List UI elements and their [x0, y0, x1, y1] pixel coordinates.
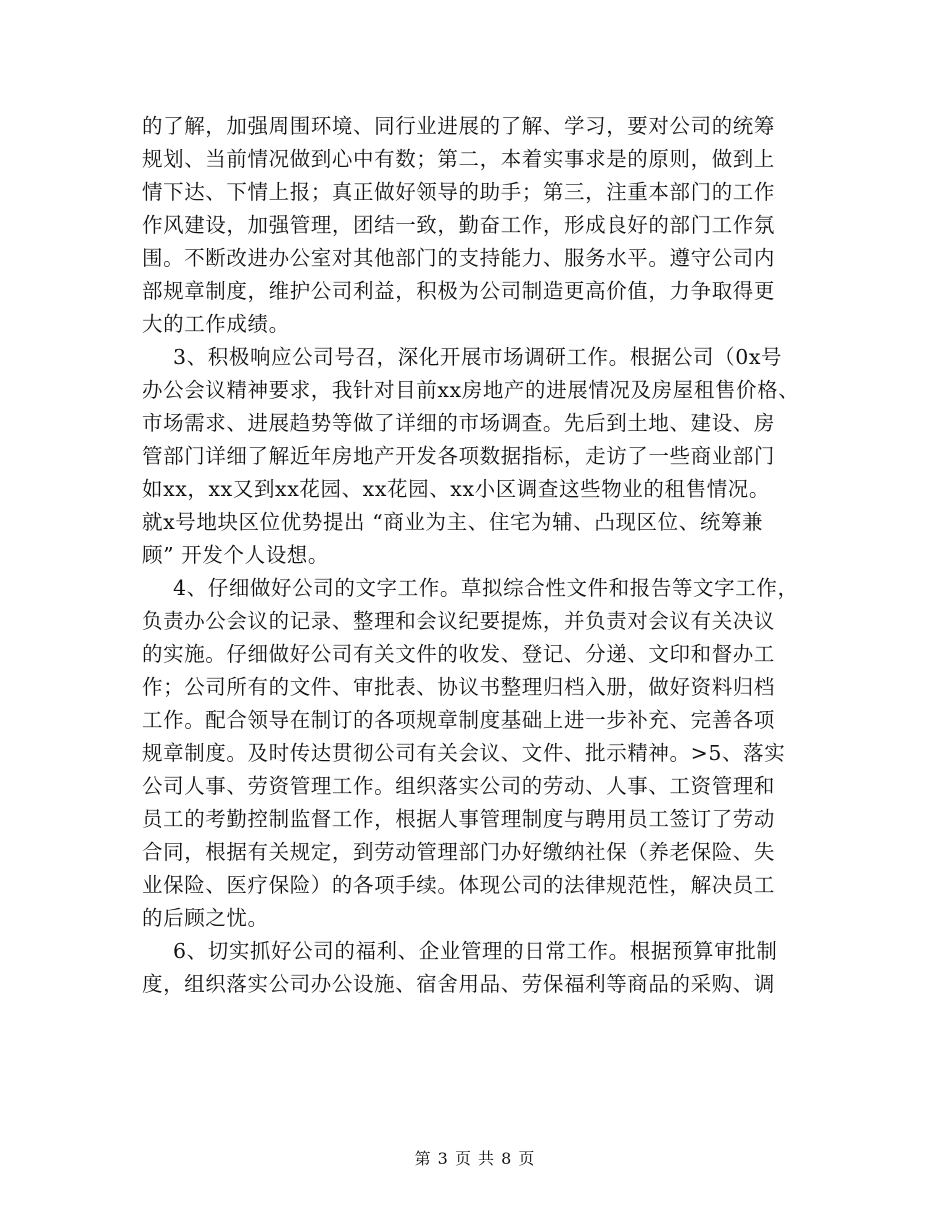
text-line: 就x号地块区位优势提出 “商业为主、住宅为辅、凸现区位、统筹兼: [142, 510, 764, 534]
paragraph-start-line: 3、积极响应公司号召，深化开展市场调研工作。根据公司（0x号: [173, 345, 783, 369]
text-line: 规章制度。及时传达贯彻公司有关会议、文件、批示精神。>5、落实: [142, 741, 786, 765]
text-line: 围。不断改进办公室对其他部门的支持能力、服务水平。遵守公司内: [142, 246, 775, 270]
text-line: 市场需求、进展趋势等做了详细的市场调查。先后到土地、建设、房: [142, 411, 775, 435]
text-line: 负责办公会议的记录、整理和会议纪要提炼，并负责对会议有关决议: [142, 609, 775, 633]
text-line: 如xx，xx又到xx花园、xx花园、xx小区调查这些物业的租售情况。: [142, 477, 771, 501]
text-line: 大的工作成绩。: [142, 312, 290, 336]
paragraph-start-line: 6、切实抓好公司的福利、企业管理的日常工作。根据预算审批制: [173, 939, 778, 963]
text-line: 的实施。仔细做好公司有关文件的收发、登记、分递、文印和督办工: [142, 642, 775, 666]
text-line: 部规章制度，维护公司利益，积极为公司制造更高价值，力争取得更: [142, 279, 775, 303]
paragraph-start-line: 4、仔细做好公司的文字工作。草拟综合性文件和报告等文字工作，: [173, 576, 799, 600]
text-line: 公司人事、劳资管理工作。组织落实公司的劳动、人事、工资管理和: [142, 774, 775, 798]
text-line: 工作。配合领导在制订的各项规章制度基础上进一步补充、完善各项: [142, 708, 775, 732]
text-line: 作风建设，加强管理，团结一致，勤奋工作，形成良好的部门工作氛: [142, 213, 775, 237]
text-line: 管部门详细了解近年房地产开发各项数据指标，走访了一些商业部门: [142, 444, 775, 468]
text-line: 规划、当前情况做到心中有数；第二，本着实事求是的原则，做到上: [142, 147, 775, 171]
text-line: 合同，根据有关规定，到劳动管理部门办好缴纳社保（养老保险、失: [142, 840, 775, 864]
text-line: 业保险、医疗保险）的各项手续。体现公司的法律规范性，解决员工: [142, 873, 775, 897]
text-line: 员工的考勤控制监督工作，根据人事管理制度与聘用员工签订了劳动: [142, 807, 775, 831]
text-line: 的后顾之忧。: [142, 906, 269, 930]
text-line: 的了解，加强周围环境、同行业进展的了解、学习，要对公司的统筹: [142, 114, 775, 138]
text-line: 办公会议精神要求，我针对目前xx房地产的进展情况及房屋租售价格、: [142, 378, 800, 402]
text-line: 度，组织落实公司办公设施、宿舍用品、劳保福利等商品的采购、调: [142, 972, 775, 996]
page-number-footer: 第 3 页 共 8 页: [414, 1149, 536, 1168]
text-line: 顾” 开发个人设想。: [142, 543, 329, 567]
text-line: 作；公司所有的文件、审批表、协议书整理归档入册，做好资料归档: [142, 675, 775, 699]
text-line: 情下达、下情上报；真正做好领导的助手；第三，注重本部门的工作: [142, 180, 775, 204]
